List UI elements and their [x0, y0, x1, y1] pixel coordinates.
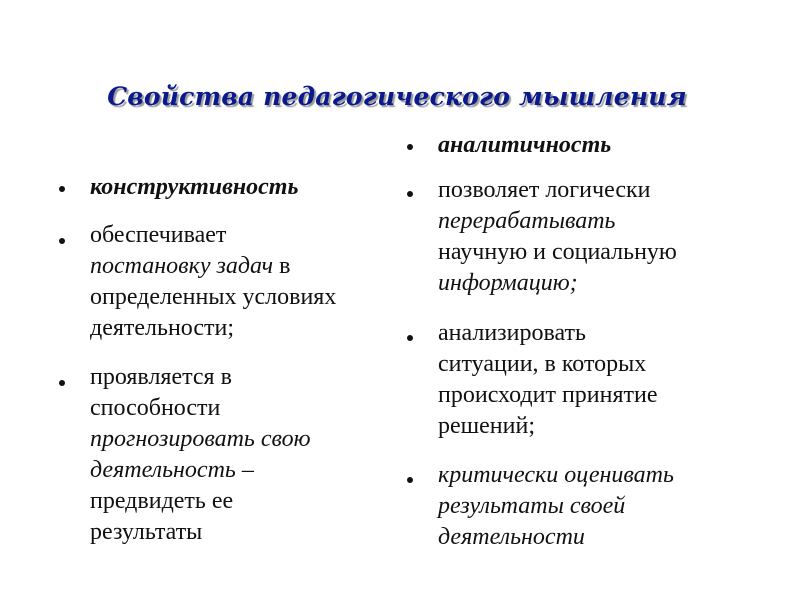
bullet-icon: [59, 186, 65, 192]
text-line: [438, 318, 658, 349]
text-line: [438, 491, 674, 522]
text-line: [438, 522, 674, 553]
left-heading: конструктивность: [90, 174, 299, 200]
text-line: [90, 362, 311, 393]
bullet-icon: [407, 477, 413, 483]
text-segment: критически оценивать: [438, 462, 674, 488]
text-segment: способности: [90, 395, 221, 421]
text-segment: определенных условиях: [90, 284, 337, 310]
text-segment: анализировать: [438, 320, 586, 346]
text-segment: результаты своей: [438, 493, 626, 519]
text-segment: информацию;: [438, 270, 578, 296]
text-line: [90, 251, 336, 282]
text-segment: обеспечивает: [90, 222, 227, 248]
text-segment: прогнозировать свою: [90, 426, 311, 452]
text-line: [90, 517, 311, 548]
text-line: [90, 313, 336, 344]
text-line: [438, 411, 658, 442]
bullet-icon: [407, 191, 413, 197]
right-item-1: [438, 175, 677, 299]
right-item-3: [438, 460, 674, 553]
bullet-icon: [407, 144, 413, 150]
text-segment: проявляется в: [90, 364, 232, 390]
text-segment: результаты: [90, 519, 203, 545]
text-line: [90, 424, 311, 455]
text-line: [90, 393, 311, 424]
text-segment: позволяет логически: [438, 177, 651, 203]
text-segment: деятельности: [438, 524, 585, 550]
text-line: [438, 349, 658, 380]
text-segment: научную и социальную: [438, 239, 677, 265]
text-line: [438, 175, 677, 206]
text-line: [438, 380, 658, 411]
bullet-icon: [59, 238, 65, 244]
text-line: [438, 237, 677, 268]
text-segment: деятельности;: [90, 315, 235, 341]
text-segment: решений;: [438, 413, 535, 439]
text-segment: в: [273, 253, 291, 279]
bullet-icon: [59, 380, 65, 386]
right-item-2: [438, 318, 658, 442]
text-line: [90, 220, 336, 251]
text-segment: –: [235, 457, 254, 483]
text-line: [90, 486, 311, 517]
text-line: [438, 268, 677, 299]
left-item-2: [90, 362, 311, 548]
text-segment: деятельность: [90, 457, 236, 483]
text-line: [90, 455, 311, 486]
text-line: [438, 206, 677, 237]
text-segment: предвидеть ее: [90, 488, 234, 514]
bullet-icon: [407, 335, 413, 341]
text-line: [438, 460, 674, 491]
left-item-1: [90, 220, 336, 344]
text-segment: постановку задач: [90, 253, 274, 279]
text-segment: происходит принятие: [438, 382, 658, 408]
text-line: [90, 282, 336, 313]
right-heading: аналитичность: [438, 132, 612, 158]
text-segment: ситуации, в которых: [438, 351, 647, 377]
page-title: Свойства педагогического мышления: [107, 82, 687, 111]
text-segment: перерабатывать: [438, 208, 616, 234]
